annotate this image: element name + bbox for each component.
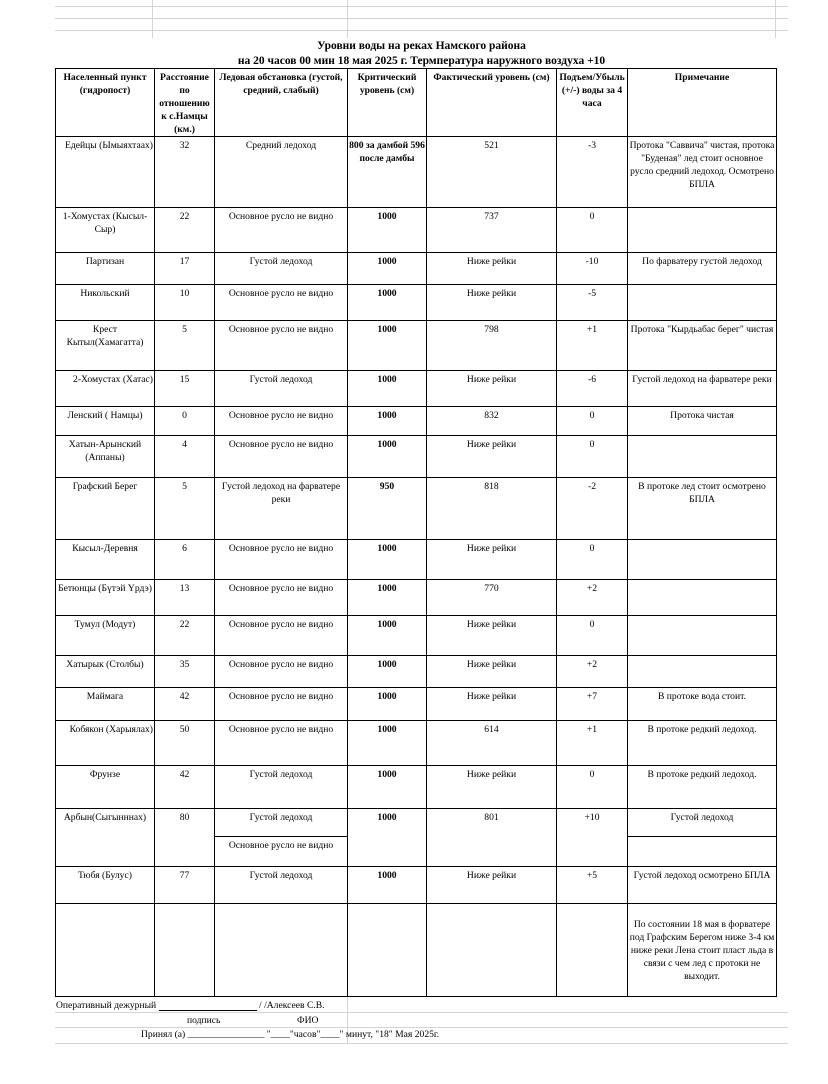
cell-critical: 1000: [348, 580, 427, 616]
table-header-row: [56, 69, 777, 137]
cell-note-empty: [628, 837, 777, 867]
cell-critical: 1000: [348, 867, 427, 904]
cell-note: В протоке лед стоит осмотрено БПЛА: [628, 478, 777, 540]
cell-note: [628, 285, 777, 321]
cell-empty: [155, 904, 215, 997]
cell-point: Хатырык (Столбы): [56, 656, 155, 688]
cell-critical: 1000: [348, 371, 427, 407]
cell-ice: Густой ледоход: [215, 766, 348, 809]
cell-empty: [427, 904, 557, 997]
header-change: Подъем/Убыль (+/-) воды за 4 часа: [557, 69, 628, 137]
duty-officer-label: Оперативный дежурный: [56, 1000, 157, 1011]
cell-point: Кысыл-Деревня: [56, 540, 155, 580]
cell-critical: 1000: [348, 321, 427, 371]
cell-empty: [215, 904, 348, 997]
table-row: [56, 580, 777, 616]
cell-ice: Основное русло не видно: [215, 721, 348, 766]
cell-note: [628, 656, 777, 688]
final-note: По состоянии 18 мая в форватере под Графским Берегом ниже 3-4 км ниже реки Лена стоит пласт льда в связи с чем лед с протоки не выходит.: [628, 904, 777, 997]
cell-point: Никольский: [56, 285, 155, 321]
cell-note: [628, 540, 777, 580]
cell-distance: 22: [155, 616, 215, 656]
cell-distance: 50: [155, 721, 215, 766]
cell-point: Графский Берег: [56, 478, 155, 540]
cell-note: Протока чистая: [628, 407, 777, 436]
cell-change: +1: [557, 321, 628, 371]
cell-actual: Ниже рейки: [427, 285, 557, 321]
cell-actual: Ниже рейки: [427, 766, 557, 809]
table-row-final-note: [56, 904, 777, 997]
cell-note: В протоке редкий ледоход.: [628, 721, 777, 766]
table-row: [56, 371, 777, 407]
table-row: [56, 321, 777, 371]
cell-ice: Основное русло не видно: [215, 616, 348, 656]
cell-critical: 1000: [348, 656, 427, 688]
cell-note: [628, 580, 777, 616]
cell-note: Протока "Кырдьабас берег" чистая: [628, 321, 777, 371]
cell-distance: 13: [155, 580, 215, 616]
cell-change: +1: [557, 721, 628, 766]
report-title: Уровни воды на реках Намского района: [317, 40, 526, 52]
cell-ice: Основное русло не видно: [215, 656, 348, 688]
cell-ice: Густой ледоход: [215, 809, 348, 837]
cell-change: +2: [557, 656, 628, 688]
table-row: [56, 688, 777, 721]
cell-note: В протоке вода стоит.: [628, 688, 777, 721]
cell-actual: 798: [427, 321, 557, 371]
cell-critical: 1000: [348, 616, 427, 656]
fio-caption: ФИО: [297, 1015, 319, 1026]
cell-change: +2: [557, 580, 628, 616]
accepted-line: Принял (а) ________________ "____"часов"____" минут, "18" Мая 2025г.: [141, 1029, 440, 1040]
cell-ice: Средний ледоход: [215, 137, 348, 208]
table-row: [56, 616, 777, 656]
cell-distance: 35: [155, 656, 215, 688]
cell-ice: Основное русло не видно: [215, 688, 348, 721]
cell-ice: Густой ледоход: [215, 253, 348, 285]
cell-actual: Ниже рейки: [427, 688, 557, 721]
cell-distance: 0: [155, 407, 215, 436]
cell-distance: 5: [155, 478, 215, 540]
cell-point: Фрунзе: [56, 766, 155, 809]
cell-ice: Основное русло не видно: [215, 436, 348, 478]
spreadsheet-grid-top: [55, 0, 788, 38]
cell-point: Маймага: [56, 688, 155, 721]
report-subtitle: на 20 часов 00 мин 18 мая 2025 г. Термпература наружного воздуха +10: [237, 55, 606, 67]
table-row: [56, 540, 777, 580]
cell-ice: Основное русло не видно: [215, 580, 348, 616]
cell-critical: 950: [348, 478, 427, 540]
cell-distance: 42: [155, 688, 215, 721]
cell-point: Едейцы (Ымыяхтаах): [56, 137, 155, 208]
header-ice: Ледовая обстановка (густой, средний, слабый): [215, 69, 348, 137]
cell-distance: 4: [155, 436, 215, 478]
cell-change: -2: [557, 478, 628, 540]
cell-change: +7: [557, 688, 628, 721]
cell-point: Тумул (Модут): [56, 616, 155, 656]
cell-empty: [557, 904, 628, 997]
cell-change: -10: [557, 253, 628, 285]
cell-actual: 801: [427, 809, 557, 867]
cell-ice: Густой ледоход: [215, 371, 348, 407]
cell-critical: 1000: [348, 688, 427, 721]
table-row: [56, 478, 777, 540]
cell-point: Кобякон (Харыялах): [56, 721, 155, 766]
signature-line: [159, 1010, 257, 1011]
duty-officer-name: / /Алексеев С.В.: [259, 1000, 325, 1011]
cell-ice: Основное русло не видно: [215, 407, 348, 436]
cell-actual: Ниже рейки: [427, 616, 557, 656]
cell-actual: 521: [427, 137, 557, 208]
header-note: Примечание: [628, 69, 777, 137]
table-row: [56, 285, 777, 321]
table-row: [56, 809, 777, 837]
cell-point: 2-Хомустах (Хатас): [56, 371, 155, 407]
cell-change: 0: [557, 436, 628, 478]
cell-actual: Ниже рейки: [427, 371, 557, 407]
cell-distance: 22: [155, 208, 215, 253]
cell-ice: Густой ледоход на фарватере реки: [215, 478, 348, 540]
cell-distance: 80: [155, 809, 215, 867]
cell-critical: 1000: [348, 407, 427, 436]
cell-ice: Основное русло не видно: [215, 540, 348, 580]
cell-note: [628, 436, 777, 478]
cell-note: Густой ледоход: [628, 809, 777, 837]
table-row: [56, 656, 777, 688]
cell-distance: 42: [155, 766, 215, 809]
cell-actual: 614: [427, 721, 557, 766]
water-level-table: [55, 68, 777, 997]
cell-actual: 737: [427, 208, 557, 253]
cell-note: Густой ледоход на фарватере реки: [628, 371, 777, 407]
cell-ice: Основное русло не видно: [215, 208, 348, 253]
cell-change: -5: [557, 285, 628, 321]
table-row: [56, 721, 777, 766]
cell-actual: 832: [427, 407, 557, 436]
cell-note: Протока "Саввича" чистая, протока "Буденая" лед стоит основное русло средний ледоход. Осмотрено БПЛА: [628, 137, 777, 208]
cell-point: Арбын(Сыгынннах): [56, 809, 155, 867]
cell-distance: 17: [155, 253, 215, 285]
table-row: [56, 208, 777, 253]
cell-actual: Ниже рейки: [427, 436, 557, 478]
cell-change: -6: [557, 371, 628, 407]
cell-actual: Ниже рейки: [427, 253, 557, 285]
cell-distance: 15: [155, 371, 215, 407]
cell-point: Крест Кытыл(Хамагатта): [56, 321, 155, 371]
cell-note: [628, 208, 777, 253]
cell-note: По фарватеру густой ледоход: [628, 253, 777, 285]
header-distance: Расстояние по отношению к с.Намцы (км.): [155, 69, 215, 137]
cell-point: Хатын-Арынский (Аппаны): [56, 436, 155, 478]
table-row: [56, 436, 777, 478]
cell-note: В протоке редкий ледоход.: [628, 766, 777, 809]
cell-point: Тюбя (Булус): [56, 867, 155, 904]
cell-actual: 770: [427, 580, 557, 616]
cell-actual: Ниже рейки: [427, 540, 557, 580]
header-actual: Фактический уровень (см): [427, 69, 557, 137]
signature-caption: подпись: [187, 1015, 221, 1026]
cell-distance: 32: [155, 137, 215, 208]
cell-change: 0: [557, 407, 628, 436]
cell-note: Густой ледоход осмотрено БПЛА: [628, 867, 777, 904]
cell-distance: 5: [155, 321, 215, 371]
cell-critical: 1000: [348, 809, 427, 867]
cell-ice: Основное русло не видно: [215, 285, 348, 321]
cell-point: Ленский ( Намцы): [56, 407, 155, 436]
cell-ice: Основное русло не видно: [215, 321, 348, 371]
cell-critical: 1000: [348, 540, 427, 580]
cell-change: 0: [557, 766, 628, 809]
cell-critical: 1000: [348, 766, 427, 809]
cell-distance: 77: [155, 867, 215, 904]
cell-critical: 1000: [348, 253, 427, 285]
cell-point: Бетюнцы (Бүтэй Үрдэ): [56, 580, 155, 616]
cell-empty: [56, 904, 155, 997]
table-row: [56, 137, 777, 208]
cell-critical: 1000: [348, 721, 427, 766]
table-row: [56, 253, 777, 285]
duty-officer-line: [56, 1000, 325, 1011]
cell-distance: 10: [155, 285, 215, 321]
table-row: [56, 867, 777, 904]
table-row: [56, 407, 777, 436]
cell-change: +10: [557, 809, 628, 867]
cell-point: 1-Хомустах (Кысыл-Сыр): [56, 208, 155, 253]
cell-change: 0: [557, 540, 628, 580]
header-point: Населенный пункт (гидропост): [56, 69, 155, 137]
cell-change: -3: [557, 137, 628, 208]
cell-ice-second: Основное русло не видно: [215, 837, 348, 867]
cell-actual: Ниже рейки: [427, 656, 557, 688]
cell-distance: 6: [155, 540, 215, 580]
cell-change: 0: [557, 208, 628, 253]
cell-empty: [348, 904, 427, 997]
cell-critical: 1000: [348, 285, 427, 321]
table-row: [56, 766, 777, 809]
cell-ice: Густой ледоход: [215, 867, 348, 904]
cell-actual: Ниже рейки: [427, 867, 557, 904]
cell-point: Партизан: [56, 253, 155, 285]
cell-actual: 818: [427, 478, 557, 540]
cell-critical: 1000: [348, 208, 427, 253]
cell-critical: 1000: [348, 436, 427, 478]
cell-critical: 800 за дамбой 596 после дамбы: [348, 137, 427, 208]
cell-change: +5: [557, 867, 628, 904]
cell-change: 0: [557, 616, 628, 656]
header-critical: Критический уровень (см): [348, 69, 427, 137]
cell-note: [628, 616, 777, 656]
